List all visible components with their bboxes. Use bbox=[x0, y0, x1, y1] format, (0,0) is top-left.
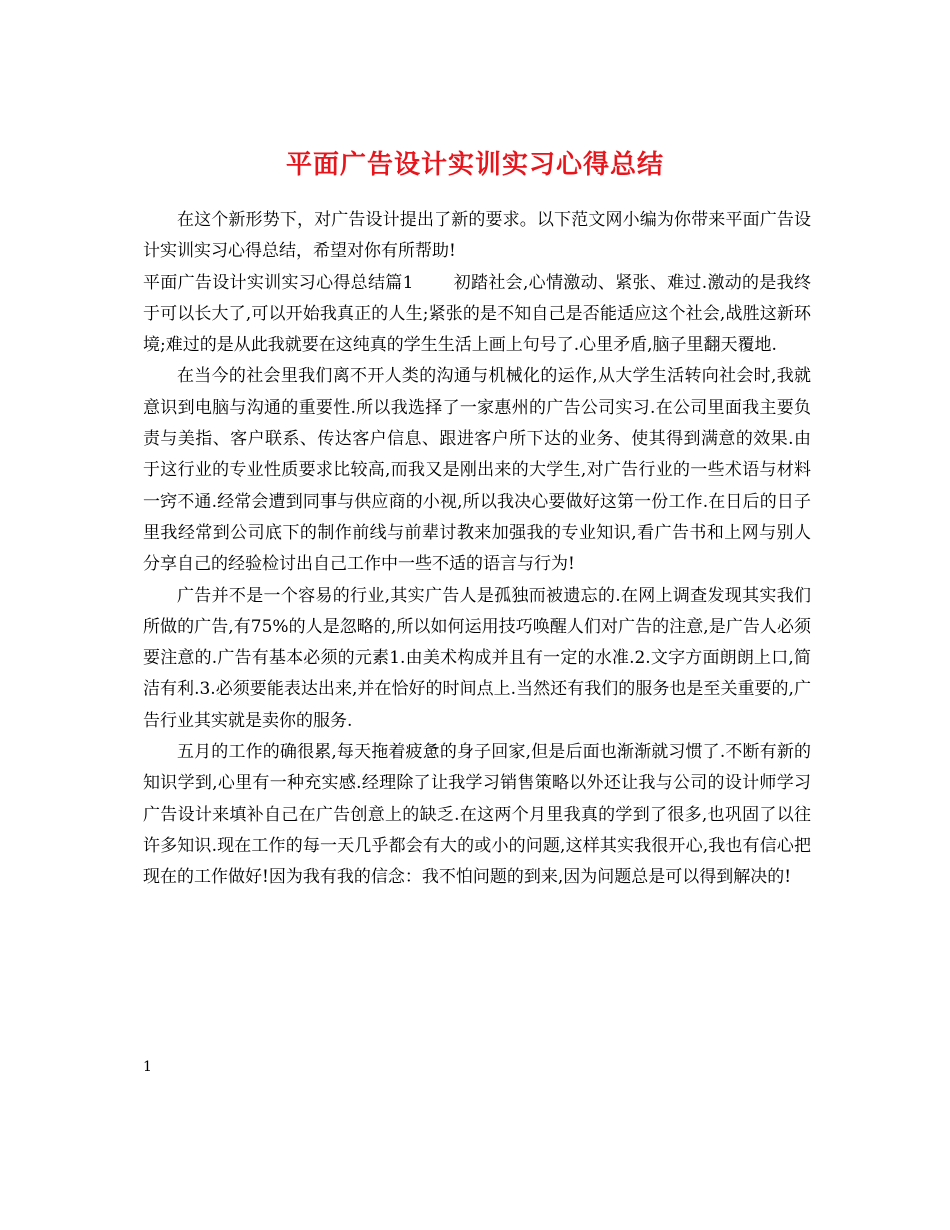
body-paragraph: 广告并不是一个容易的行业,其实广告人是孤独而被遗忘的.在网上调查发现其实我们所做的广告,有75%的人是忽略的,所以如何运用技巧唤醒人们对广告的注意,是广告人必须要注意的.广告有基本必须的元素1.由美术构成并且有一定的水准.2.文字方面朗朗上口,简洁有利.3.必须要能表达出来,并在恰好的时间点上.当然还有我们的服务也是至关重要的,广告行业其实就是卖你的服务. bbox=[143, 585, 811, 731]
page-number: 1 bbox=[143, 1059, 152, 1075]
document-body bbox=[143, 205, 811, 894]
intro-paragraph: 在这个新形势下，对广告设计提出了新的要求。以下范文网小编为你带来平面广告设计实训实习心得总结，希望对你有所帮助! bbox=[143, 210, 811, 262]
section-first-text: 初踏社会,心情激动、紧张、难过.激动的是我终于可以长大了,可以开始我真正的人生;紧张的是不知自己是否能适应这个社会,战胜这新环境;难过的是从此我就要在这纯真的学生生活上画上句号了.心里矛盾,脑子里翻天覆地. bbox=[143, 272, 811, 356]
body-paragraph: 五月的工作的确很累,每天拖着疲惫的身子回家,但是后面也渐渐就习惯了.不断有新的知识学到,心里有一种充实感.经理除了让我学习销售策略以外还让我与公司的设计师学习广告设计来填补自己在广告创意上的缺乏.在这两个月里我真的学到了很多,也巩固了以往许多知识.现在工作的每一天几乎都会有大的或小的问题,这样其实我很开心,我也有信心把现在的工作做好!因为我有我的信念：我不怕问题的到来,因为问题总是可以得到解决的! bbox=[143, 742, 811, 888]
document-title: 平面广告设计实训实习心得总结 bbox=[285, 150, 664, 181]
section-heading: 平面广告设计实训实习心得总结篇1 bbox=[143, 272, 414, 293]
section-paragraph bbox=[143, 268, 811, 362]
body-paragraph: 在当今的社会里我们离不开人类的沟通与机械化的运作,从大学生活转向社会时,我就意识到电脑与沟通的重要性.所以我选择了一家惠州的广告公司实习.在公司里面我主要负责与美指、客户联系、传达客户信息、跟进客户所下达的业务、使其得到满意的效果.由于这行业的专业性质要求比较高,而我又是刚出来的大学生,对广告行业的一些术语与材料一窍不通.经常会遭到同事与供应商的小视,所以我决心要做好这第一份工作.在日后的日子里我经常到公司底下的制作前线与前辈讨教来加强我的专业知识,看广告书和上网与别人分享自己的经验检讨出自己工作中一些不适的语言与行为! bbox=[143, 366, 811, 575]
